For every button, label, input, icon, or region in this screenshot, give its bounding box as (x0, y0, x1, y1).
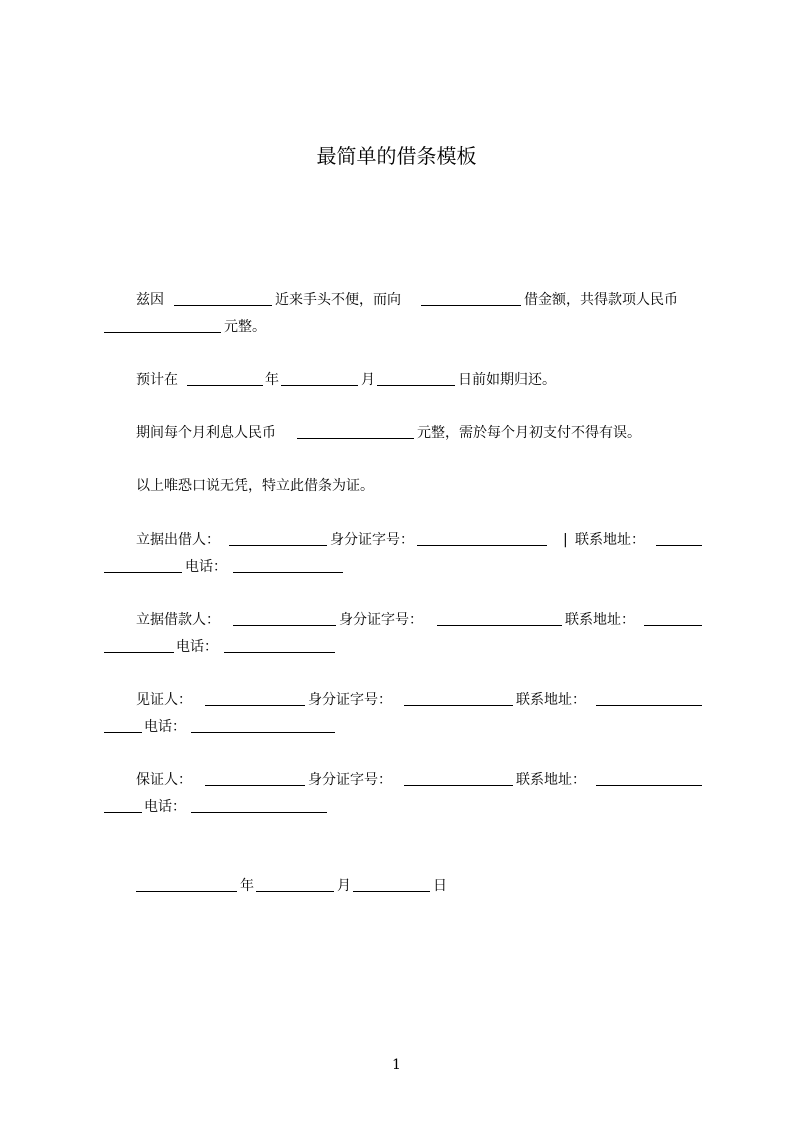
guarantor-address-field-cont[interactable] (104, 812, 142, 813)
return-day-blank[interactable] (377, 385, 455, 386)
guarantor-name-field[interactable] (205, 785, 305, 786)
return-year-blank[interactable] (187, 385, 263, 386)
lender-id-field[interactable] (417, 545, 547, 546)
paragraph2-text-1: 预计在 (136, 372, 178, 388)
signing-day-field[interactable] (353, 891, 430, 892)
lender-name-blank[interactable] (421, 305, 521, 306)
borrower-label: 立据借款人： (136, 612, 220, 628)
guarantor-address-label: 联系地址： (516, 772, 586, 788)
document-title: 最简单的借条模板 (316, 144, 477, 168)
paragraph1-text-2: 近来手头不便，而向 (275, 292, 401, 308)
borrower-address-label: 联系地址： (565, 612, 635, 628)
borrower-id-label: 身分证字号： (339, 612, 423, 628)
borrower-id-field[interactable] (437, 625, 562, 626)
guarantor-id-field[interactable] (404, 785, 513, 786)
guarantor-label: 保证人： (136, 772, 192, 788)
borrower-phone-field[interactable] (224, 652, 335, 653)
witness-phone-label: 电话： (144, 719, 186, 735)
paragraph2-text-4: 日前如期归还。 (458, 372, 556, 388)
witness-name-field[interactable] (205, 705, 305, 706)
interest-amount-blank[interactable] (297, 438, 414, 439)
guarantor-id-label: 身分证字号： (308, 772, 392, 788)
paragraph2-month-label: 月 (361, 372, 375, 388)
paragraph3-text-1: 期间每个月利息人民币 (136, 425, 276, 441)
paragraph4-text: 以上唯恐口说无凭，特立此借条为证。 (136, 478, 374, 494)
reason-blank[interactable] (174, 305, 272, 306)
lender-label: 立据出借人： (136, 532, 220, 548)
borrower-address-field-cont[interactable] (104, 652, 174, 653)
witness-phone-field[interactable] (191, 732, 335, 733)
signing-month-label: 月 (337, 878, 351, 894)
page-number: 1 (392, 1057, 401, 1073)
lender-phone-label: 电话： (185, 559, 227, 575)
guarantor-phone-field[interactable] (191, 812, 327, 813)
witness-address-field[interactable] (596, 705, 702, 706)
paragraph3-text-2: 元整，需於每个月初支付不得有误。 (417, 425, 641, 441)
lender-address-label: 联系地址： (575, 532, 645, 548)
borrower-phone-label: 电话： (176, 639, 218, 655)
paragraph1-text-1: 兹因 (136, 292, 164, 308)
signing-month-field[interactable] (256, 891, 334, 892)
lender-separator: | (563, 532, 568, 548)
guarantor-phone-label: 电话： (144, 799, 186, 815)
signing-day-label: 日 (433, 878, 447, 894)
witness-id-label: 身分证字号： (308, 692, 392, 708)
witness-address-label: 联系地址： (516, 692, 586, 708)
witness-address-field-cont[interactable] (104, 732, 142, 733)
lender-name-field[interactable] (229, 545, 327, 546)
signing-year-field[interactable] (136, 891, 237, 892)
return-month-blank[interactable] (281, 385, 358, 386)
lender-phone-field[interactable] (233, 572, 343, 573)
signing-year-label: 年 (240, 878, 254, 894)
lender-id-label: 身分证字号： (330, 532, 414, 548)
lender-address-field-cont[interactable] (104, 572, 182, 573)
paragraph1-text-4: 元整。 (224, 319, 266, 335)
paragraph1-text-3: 借金额，共得款项人民币 (524, 292, 678, 308)
witness-id-field[interactable] (404, 705, 513, 706)
borrower-address-field[interactable] (644, 625, 702, 626)
guarantor-address-field[interactable] (596, 785, 702, 786)
witness-label: 见证人： (136, 692, 192, 708)
amount-blank[interactable] (104, 332, 221, 333)
paragraph2-year-label: 年 (265, 372, 279, 388)
lender-address-field[interactable] (656, 545, 702, 546)
borrower-name-field[interactable] (233, 625, 336, 626)
